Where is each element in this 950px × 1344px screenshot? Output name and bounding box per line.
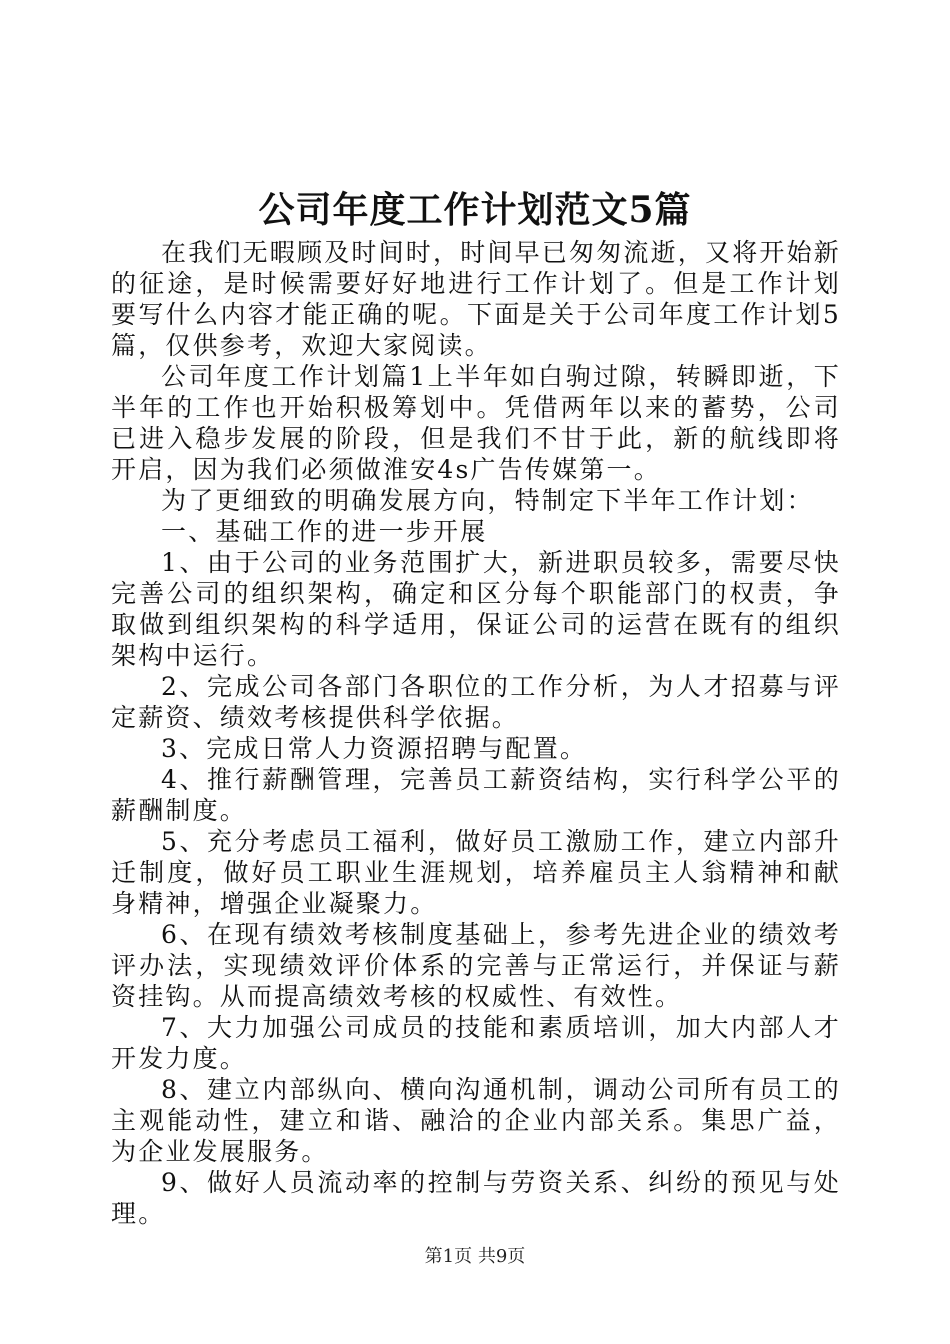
list-item-5: 5、充分考虑员工福利，做好员工激励工作，建立内部升迁制度，做好员工职业生涯规划，培养雇员主人翁精神和献身精神，增强企业凝聚力。: [111, 827, 841, 918]
list-item-8: 8、建立内部纵向、横向沟通机制，调动公司所有员工的主观能动性，建立和谐、融洽的企业内部关系。集思广益，为企业发展服务。: [111, 1075, 841, 1166]
list-item-4: 4、推行薪酬管理，完善员工薪资结构，实行科学公平的薪酬制度。: [111, 765, 841, 825]
list-item-1: 1、由于公司的业务范围扩大，新进职员较多，需要尽快完善公司的组织架构，确定和区分每个职能部门的权责，争取做到组织架构的科学适用，保证公司的运营在既有的组织架构中运行。: [111, 548, 841, 670]
document-body: [111, 237, 841, 1229]
list-item-2: 2、完成公司各部门各职位的工作分析，为人才招募与评定薪资、绩效考核提供科学依据。: [111, 672, 841, 732]
plan-1-intro-paragraph: 公司年度工作计划篇1上半年如白驹过隙，转瞬即逝，下半年的工作也开始积极筹划中。凭借两年以来的蓄势，公司已进入稳步发展的阶段，但是我们不甘于此，新的航线即将开启，因为我们必须做淮安4s广告传媒第一。: [111, 362, 841, 484]
section-heading: 一、基础工作的进一步开展: [161, 517, 488, 546]
list-item-3: 3、完成日常人力资源招聘与配置。: [161, 734, 588, 763]
page-number-footer: 第1页 共9页: [424, 1246, 526, 1267]
list-item-6: 6、在现有绩效考核制度基础上，参考先进企业的绩效考评办法，实现绩效评价体系的完善与正常运行，并保证与薪资挂钩。从而提高绩效考核的权威性、有效性。: [111, 920, 841, 1011]
list-item-7: 7、大力加强公司成员的技能和素质培训，加大内部人才开发力度。: [111, 1013, 841, 1073]
intro-paragraph: 在我们无暇顾及时间时，时间早已匆匆流逝，又将开始新的征途，是时候需要好好地进行工作计划了。但是工作计划要写什么内容才能正确的呢。下面是关于公司年度工作计划5篇，仅供参考，欢迎大家阅读。: [111, 238, 842, 360]
purpose-paragraph: 为了更细致的明确发展方向，特制定下半年工作计划：: [161, 486, 814, 515]
document-title: 公司年度工作计划范文5篇: [258, 189, 692, 231]
list-item-9: 9、做好人员流动率的控制与劳资关系、纠纷的预见与处理。: [111, 1168, 841, 1228]
